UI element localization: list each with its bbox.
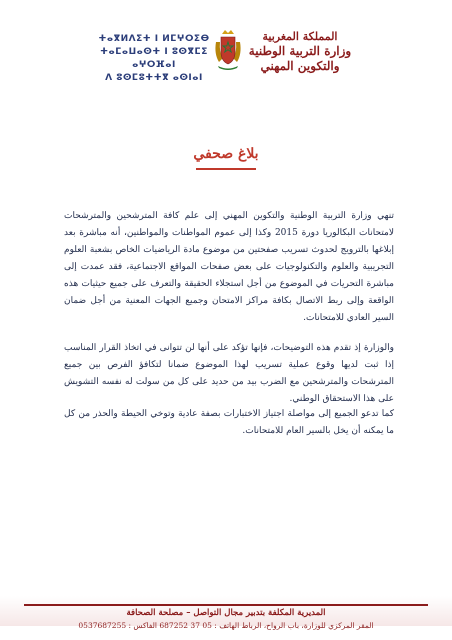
- footer-directorate: المديرية المكلفة بتدبير مجال التواصل – مصلحة الصحافة: [126, 608, 326, 618]
- ministry-name-line1: وزارة التربية الوطنية: [248, 44, 352, 58]
- kingdom-name: المملكة المغربية: [262, 30, 338, 43]
- ministry-name-arabic: [240, 30, 360, 74]
- paragraph-ministry-position: والوزارة إذ تقدم هذه التوضيحات، فإنها تؤكد على أنها لن تتوانى في اتخاذ القرار المناسب إذا ثبت لديها وقوع عملية تسريب لهذا الموضوع ضمانا لتكافؤ الفرص بين جميع المترشحات والمترشحين مع الضرب بيد من حديد على كل من سولت له نفسه التشويش على هذا الاستحقاق الوطني.: [64, 343, 394, 404]
- ministry-name-line2: والتكوين المهني: [260, 59, 340, 73]
- ministry-name-tifinagh: [94, 33, 214, 85]
- tifinagh-line1: ⵜⴰⴳⵍⴷⵉⵜ ⵏ ⵍⵎⵖⵔⵉⴱ: [98, 34, 210, 44]
- document-title: بلاغ صحفي: [193, 146, 259, 162]
- footer-divider: [24, 604, 428, 606]
- paragraph-call-to-calm: كما تدعو الجميع إلى مواصلة اجتياز الاختبارات بصفة عادية وتوخي الحيطة والحذر من كل ما يمكنه أن يخل بالسير العام للامتحانات.: [64, 409, 394, 436]
- tifinagh-line2: ⵜⴰⵎⴰⵡⴰⵙⵜ ⵏ ⵓⵙⴳⵎⵉ ⴰⵖⵔⴼⴰⵏ: [100, 47, 208, 70]
- title-underline: [196, 168, 256, 170]
- tifinagh-line3: ⴷ ⵓⵙⵎⵓⵜⵜⴳ ⴰⵙⵏⴰⵏ: [105, 73, 203, 83]
- coat-of-arms-icon: [213, 28, 243, 72]
- paragraph-announcement: تنهي وزارة التربية الوطنية والتكوين المهني إلى علم كافة المترشحين والمترشحات لامتحانات البكالوريا دورة 2015 وكذا إلى عموم المواطنات والمواطنين، أنه مباشرة بعد إبلاغها بالترويج لحدوث تسريب صفحتين من موضوع مادة الرياضيات الخاص بشعبة العلوم التجريبية والعلوم والتكنولوجيات على بعض صفحات المواقع الاجتماعية، فقد عمدت إلى مباشرة التحريات في الموضوع من أجل استجلاء الحقيقة والتعرف على جميع حيثيات هذه الواقعة وإلى ربط الاتصال بكافة مراكز الامتحان وجميع الجهات المعنية من أجل ضمان السير العادي للامتحانات.: [64, 211, 394, 323]
- footer-contact: المقر المركزي للوزارة، باب الرواح، الرباط الهاتف : 05 37 687252 الفاكس : 0537687255: [78, 621, 374, 630]
